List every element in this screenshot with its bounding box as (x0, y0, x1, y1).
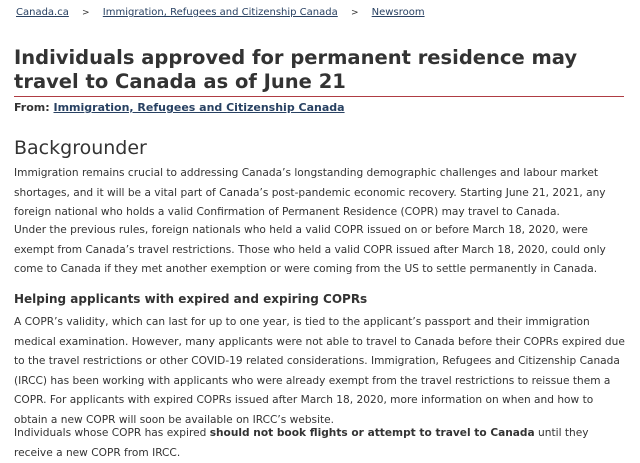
from-department-link[interactable]: Immigration, Refugees and Citizenship Canada (53, 101, 345, 114)
section-heading: Backgrounder (14, 137, 147, 159)
breadcrumb-separator: > (82, 8, 90, 18)
paragraph-copr-validity: A COPR’s validity, which can last for up to one year, is tied to the applicant’s passport and their immigration medical examination. However, many applicants were not able to travel to Canada before their COPRs expired due to the travel restrictions or other COVID-19 related considerations. Immigration, Refugees and Citizenship Canada (IRCC) has been working with applicants who were already exempt from the travel restrictions to reissue them a COPR. For applicants with expired COPRs issued after March 18, 2020, more information on when and how to obtain a new COPR will soon be available on IRCC’s website. (14, 316, 625, 426)
warning-text-end: until they receive a new COPR from IRCC. (14, 427, 589, 459)
breadcrumb (16, 7, 425, 18)
paragraph-intro: Immigration remains crucial to addressing Canada’s longstanding demographic challenges and labour market shortages, and it will be a vital part of Canada’s post-pandemic economic recovery. Starting June 21, 2021, any foreign national who holds a valid Confirmation of Permanent Residence (COPR) may travel to Canada. (14, 167, 606, 218)
from-label: From: (14, 101, 50, 114)
breadcrumb-separator: > (350, 8, 359, 18)
page-title: Individuals approved for permanent residence may travel to Canada as of June 21 (14, 46, 578, 93)
paragraph-travel-warning (14, 424, 626, 463)
title-divider (14, 96, 624, 97)
breadcrumb-link-canada[interactable]: Canada.ca (16, 7, 69, 18)
subheading-expired-coprs: Helping applicants with expired and expiring COPRs (14, 292, 368, 306)
breadcrumb-link-ircc[interactable]: Immigration, Refugees and Citizenship Canada (102, 7, 338, 18)
paragraph-previous-rules: Under the previous rules, foreign nationals who held a valid COPR issued on or before March 18, 2020, were exempt from Canada’s travel restrictions. Those who held a valid COPR issued after March 18, 2020, could only come to Canada if they met another exemption or were coming from the US to settle permanently in Canada. (14, 224, 606, 275)
warning-text-start: Individuals whose COPR has expired (14, 427, 210, 439)
from-line (14, 101, 345, 114)
breadcrumb-link-newsroom[interactable]: Newsroom (371, 7, 425, 18)
warning-text-bold: should not book flights or attempt to travel to Canada (209, 427, 535, 439)
